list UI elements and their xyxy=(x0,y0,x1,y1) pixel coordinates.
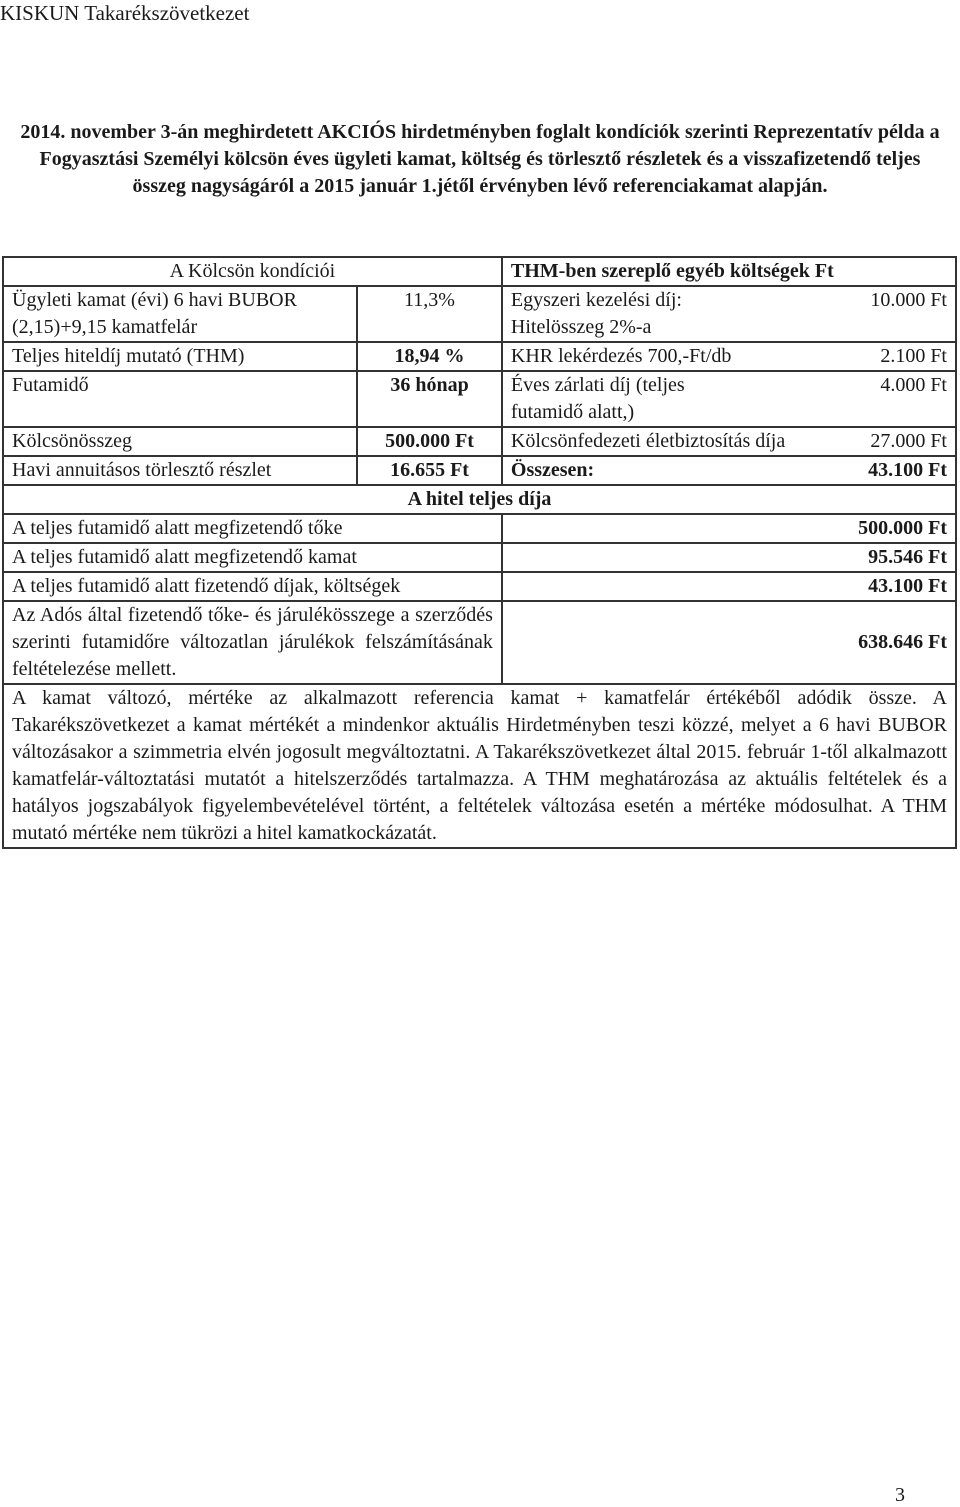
cost-label: Kölcsönfedezeti életbiztosítás díja xyxy=(510,430,786,452)
cost-label: Éves zárlati díj (teljes futamidő alatt,) xyxy=(510,374,685,423)
total-cost-header: A hitel teljes díja xyxy=(3,485,956,514)
loan-conditions-table xyxy=(2,256,957,849)
cost-label: KHR lekérdezés 700,-Ft/db xyxy=(510,345,732,367)
conditions-header: A Kölcsön kondíciói xyxy=(3,257,502,286)
note-row xyxy=(3,684,956,848)
condition-value: 18,94 % xyxy=(357,342,502,371)
costs-header: THM-ben szereplő egyéb költségek Ft xyxy=(502,257,956,286)
table-row xyxy=(3,427,956,456)
condition-value: 500.000 Ft xyxy=(357,427,502,456)
table-row xyxy=(3,543,956,572)
total-cost-label: Az Adós által fizetendő tőke- és járulékösszege a szerződés szerinti futamidőre változatlan járulékok felszámításának feltételezése mellett. xyxy=(3,601,502,684)
table-row xyxy=(3,286,956,342)
interest-note: A kamat változó, mértéke az alkalmazott referencia kamat + kamatfelár értékéből adódik össze. A Takarékszövetkezet a kamat mértékét a mindenkor aktuális Hirdetményben teszi közzé, melyet a 6 havi BUBOR változásakor a szimmetria elvén jogosult megváltoztatni. A Takarékszövetkezet által 2015. február 1-től alkalmazott kamatfelár-változtatási mutatót a hitelszerződés tartalmazza. A THM meghatározása az aktuális feltételek és a hatályos jogszabályok figyelembevételével történt, a feltételek változása esetén a mértéke módosulhat. A THM mutató mértéke nem tükrözi a hitel kamatkockázatát. xyxy=(3,684,956,848)
condition-value: 11,3% xyxy=(357,286,502,342)
table-row xyxy=(3,572,956,601)
table-row xyxy=(3,371,956,427)
condition-label: Ügyleti kamat (évi) 6 havi BUBOR (2,15)+9,15 kamatfelár xyxy=(3,286,357,342)
condition-value: 16.655 Ft xyxy=(357,456,502,485)
cost-cell xyxy=(502,286,956,342)
cost-value: 2.100 Ft xyxy=(880,345,947,367)
total-cost-label: A teljes futamidő alatt megfizetendő kamat xyxy=(3,543,502,572)
total-cost-header-row xyxy=(3,485,956,514)
cost-value: 27.000 Ft xyxy=(870,430,947,452)
condition-label: Havi annuitásos törlesztő részlet xyxy=(3,456,357,485)
document-heading: 2014. november 3-án meghirdetett AKCIÓS hirdetményben foglalt kondíciók szerinti Reprezentatív példa a Fogyasztási Személyi kölcsön éves ügyleti kamat, költség és törlesztő részletek és a visszafizetendő teljes összeg nagyságáról a 2015 január 1.jétől érvényben lévő referenciakamat alapján. xyxy=(20,121,940,197)
condition-label: Teljes hiteldíj mutató (THM) xyxy=(3,342,357,371)
condition-label: Futamidő xyxy=(3,371,357,427)
table-row xyxy=(3,342,956,371)
total-cost-value: 43.100 Ft xyxy=(502,572,956,601)
condition-label: Kölcsönösszeg xyxy=(3,427,357,456)
total-cost-label: A teljes futamidő alatt megfizetendő tőke xyxy=(3,514,502,543)
total-cost-value: 638.646 Ft xyxy=(502,601,956,684)
total-cost-value: 95.546 Ft xyxy=(502,543,956,572)
table-row xyxy=(3,456,956,485)
cost-value: 43.100 Ft xyxy=(868,459,947,481)
table-row xyxy=(3,514,956,543)
total-cost-label: A teljes futamidő alatt fizetendő díjak, költségek xyxy=(3,572,502,601)
page-header: KISKUN Takarékszövetkezet xyxy=(0,1,250,25)
total-cost-value: 500.000 Ft xyxy=(502,514,956,543)
cost-cell xyxy=(502,342,956,371)
page-number: 3 xyxy=(895,1484,905,1506)
cost-cell xyxy=(502,456,956,485)
cost-cell xyxy=(502,427,956,456)
cost-value: 10.000 Ft xyxy=(870,289,947,311)
table-row xyxy=(3,601,956,684)
cost-value: 4.000 Ft xyxy=(880,374,947,396)
cost-label: Egyszeri kezelési díj: Hitelösszeg 2%-a xyxy=(510,289,682,338)
condition-value: 36 hónap xyxy=(357,371,502,427)
conditions-header-row xyxy=(3,257,956,286)
cost-cell xyxy=(502,371,956,427)
cost-label: Összesen: xyxy=(510,459,595,481)
